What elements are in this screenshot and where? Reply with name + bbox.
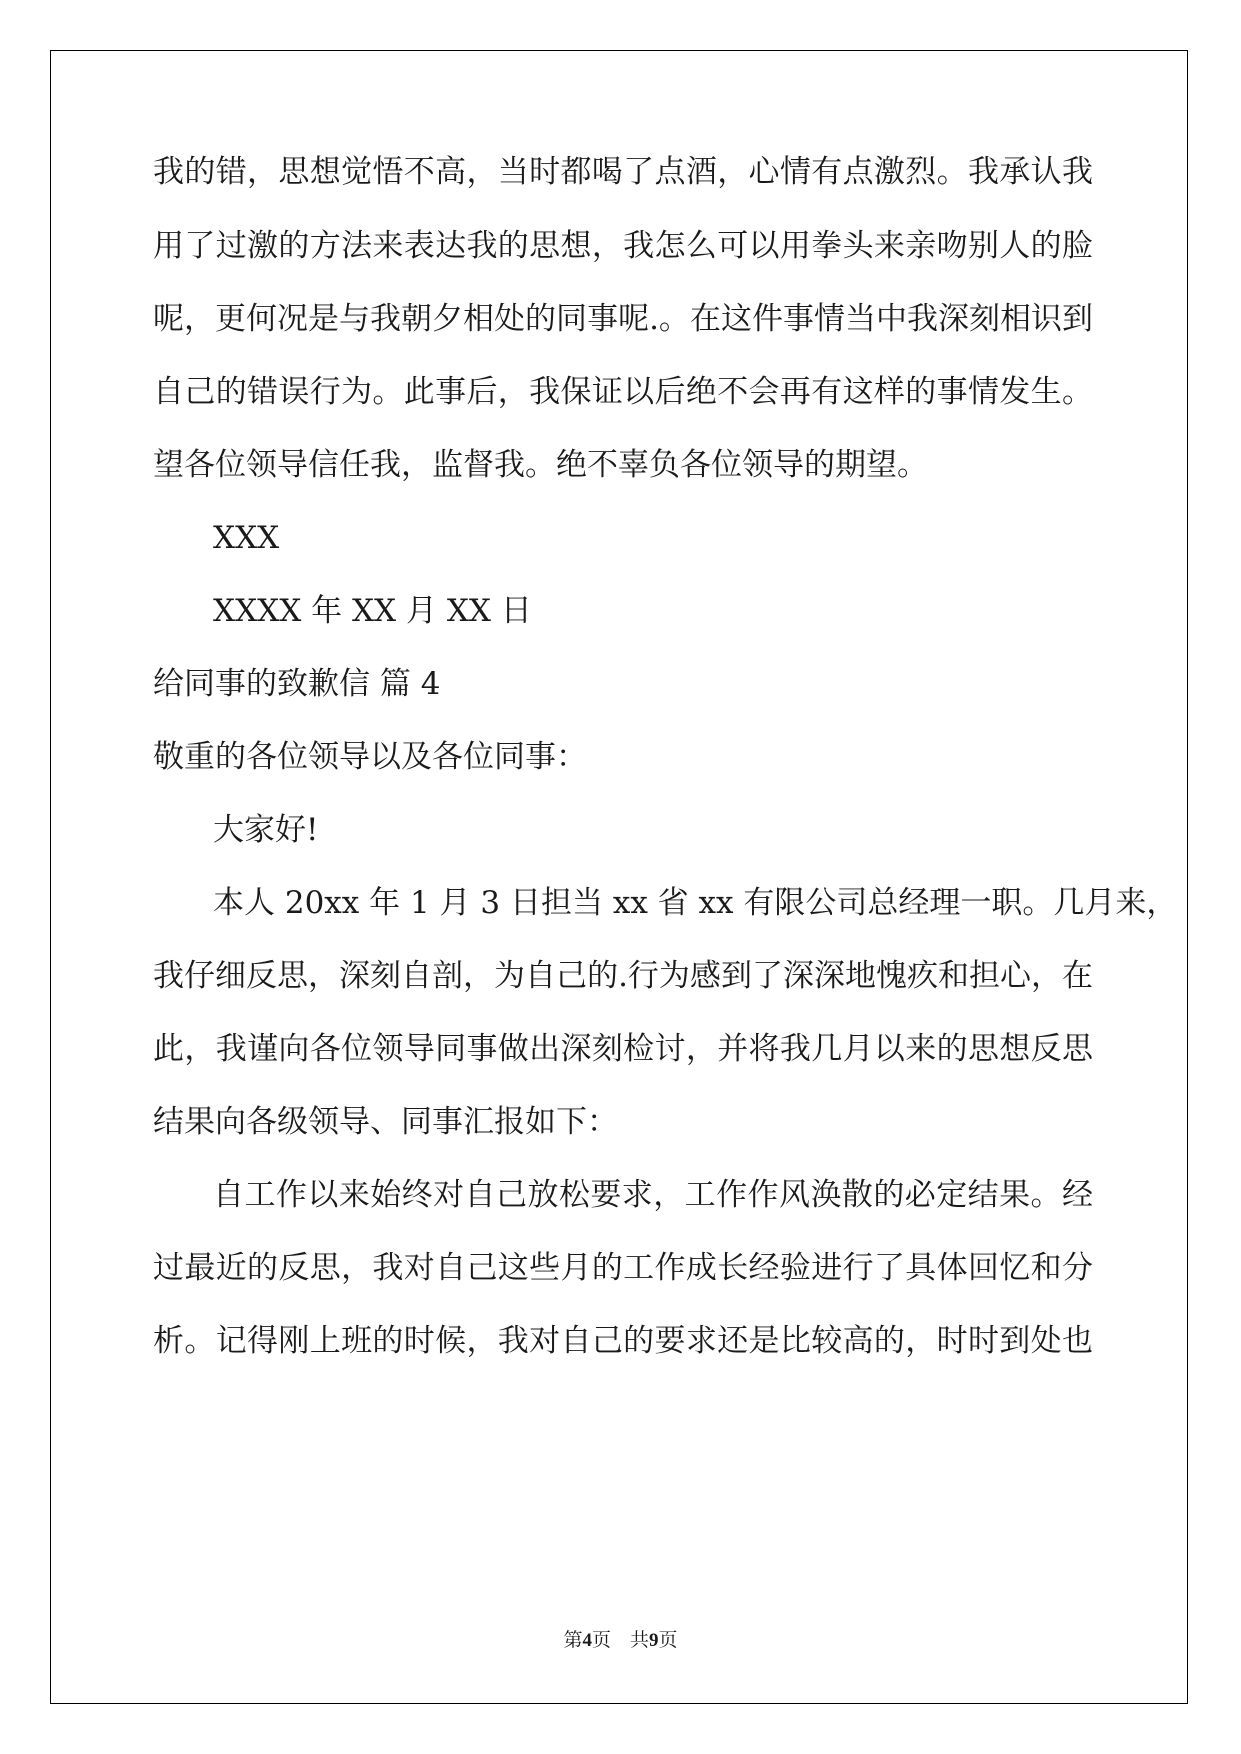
footer-prefix: 第	[563, 1629, 583, 1651]
body-line-3: 呢，更何况是与我朝夕相处的同事呢.。在这件事情当中我深刻相识到	[153, 301, 1093, 337]
signature-name: XXX	[213, 520, 280, 556]
greeting: 大家好!	[213, 812, 319, 848]
body-line-16: 过最近的反思，我对自己这些月的工作成长经验进行了具体回忆和分	[153, 1250, 1093, 1286]
total-pages-number: 9	[649, 1630, 659, 1651]
body-line-1: 我的错，思想觉悟不高，当时都喝了点酒，心情有点激烈。我承认我	[153, 154, 1093, 190]
body-line-14: 结果向各级领导、同事汇报如下：	[153, 1104, 618, 1140]
salutation: 敬重的各位领导以及各位同事：	[153, 739, 587, 775]
footer-suffix: 页	[658, 1629, 678, 1651]
signature-date: XXXX 年 XX 月 XX 日	[213, 593, 532, 629]
body-line-12: 我仔细反思，深刻自剖，为自己的.行为感到了深深地愧疚和担心，在	[153, 958, 1093, 994]
body-line-4: 自己的错误行为。此事后，我保证以后绝不会再有这样的事情发生。	[153, 374, 1093, 410]
body-line-2: 用了过激的方法来表达我的思想，我怎么可以用拳头来亲吻别人的脸	[153, 228, 1093, 264]
body-line-5: 望各位领导信任我，监督我。绝不辜负各位领导的期望。	[153, 447, 928, 483]
body-line-17: 析。记得刚上班的时候，我对自己的要求还是比较高的，时时到处也	[153, 1323, 1093, 1359]
body-line-15: 自工作以来始终对自己放松要求，工作作风涣散的必定结果。经	[213, 1177, 1093, 1213]
page-footer	[0, 1628, 1241, 1653]
footer-middle: 页 共	[591, 1629, 649, 1651]
section-heading: 给同事的致歉信 篇 4	[153, 666, 441, 702]
body-line-13: 此，我谨向各位领导同事做出深刻检讨，并将我几月以来的思想反思	[153, 1031, 1093, 1067]
body-line-11: 本人 20xx 年 1 月 3 日担当 xx 省 xx 有限公司总经理一职。几月来，	[213, 885, 1178, 921]
current-page-number: 4	[582, 1630, 592, 1651]
